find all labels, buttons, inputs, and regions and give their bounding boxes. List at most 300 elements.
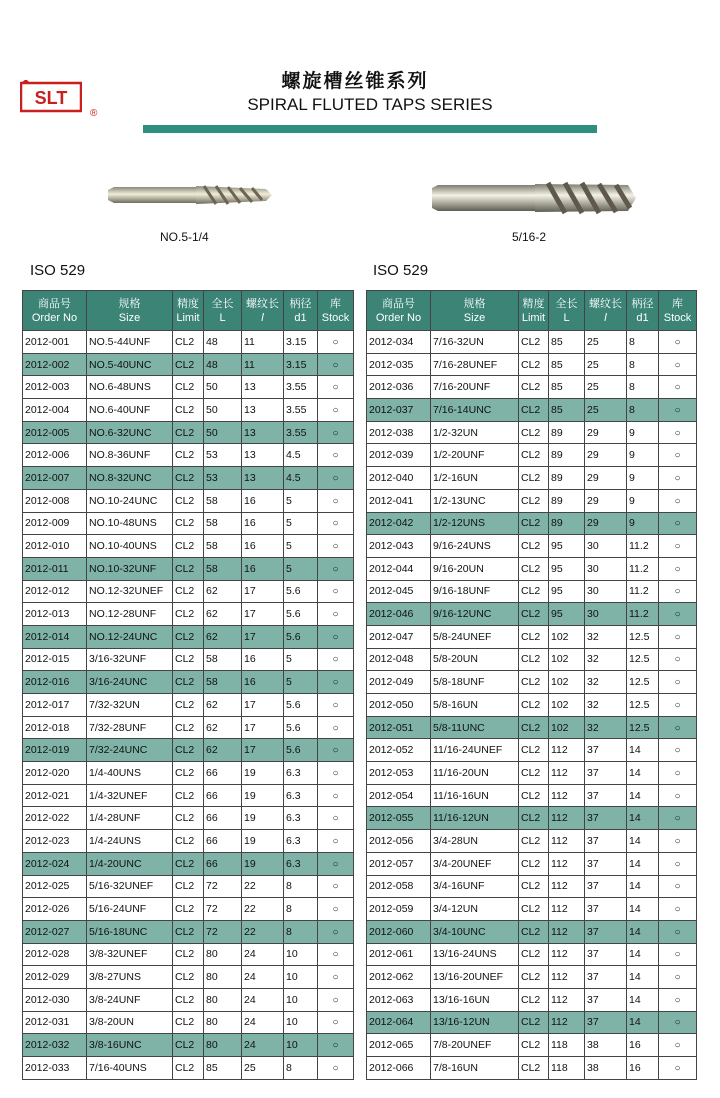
header-size: 规格 Size (87, 291, 173, 331)
order-no-cell: 2012-063 (367, 988, 431, 1011)
in-stock-circle-icon: ○ (674, 404, 681, 416)
shank-diameter-cell: 3.55 (284, 421, 318, 444)
in-stock-circle-icon: ○ (674, 586, 681, 598)
thread-length-cell: 25 (585, 399, 627, 422)
in-stock-circle-icon: ○ (674, 904, 681, 916)
order-no-cell: 2012-066 (367, 1057, 431, 1080)
total-length-cell: 102 (549, 716, 585, 739)
limit-cell: CL2 (519, 920, 549, 943)
stock-cell (318, 807, 354, 830)
thread-length-cell: 32 (585, 671, 627, 694)
thread-length-cell: 37 (585, 830, 627, 853)
shank-diameter-cell: 9 (627, 489, 659, 512)
order-no-cell: 2012-030 (23, 988, 87, 1011)
right-table-body (367, 331, 697, 1080)
shank-diameter-cell: 5.6 (284, 580, 318, 603)
in-stock-circle-icon: ○ (332, 881, 339, 893)
total-length-cell: 112 (549, 807, 585, 830)
thread-length-cell: 37 (585, 875, 627, 898)
limit-cell: CL2 (519, 648, 549, 671)
total-length-cell: 112 (549, 920, 585, 943)
shank-diameter-cell: 5.6 (284, 716, 318, 739)
limit-cell: CL2 (173, 467, 204, 490)
table-row (23, 353, 354, 376)
thread-length-cell: 16 (242, 671, 284, 694)
table-row (367, 920, 697, 943)
total-length-cell: 112 (549, 762, 585, 785)
table-row (367, 966, 697, 989)
total-length-cell: 80 (204, 988, 242, 1011)
table-row (367, 898, 697, 921)
order-no-cell: 2012-019 (23, 739, 87, 762)
in-stock-circle-icon: ○ (332, 904, 339, 916)
table-row (23, 1057, 354, 1080)
limit-cell: CL2 (173, 648, 204, 671)
stock-cell (318, 1057, 354, 1080)
order-no-cell: 2012-024 (23, 852, 87, 875)
order-no-cell: 2012-007 (23, 467, 87, 490)
shank-diameter-cell: 5 (284, 512, 318, 535)
total-length-cell: 85 (549, 376, 585, 399)
in-stock-circle-icon: ○ (674, 450, 681, 462)
limit-cell: CL2 (173, 943, 204, 966)
table-header-row (367, 291, 697, 331)
in-stock-circle-icon: ○ (332, 813, 339, 825)
limit-cell: CL2 (519, 580, 549, 603)
table-row (367, 739, 697, 762)
in-stock-circle-icon: ○ (332, 835, 339, 847)
stock-cell (318, 739, 354, 762)
shank-diameter-cell: 10 (284, 1011, 318, 1034)
shank-diameter-cell: 8 (627, 353, 659, 376)
stock-cell (659, 875, 697, 898)
size-cell: 7/32-28UNF (87, 716, 173, 739)
size-cell: 7/32-32UN (87, 694, 173, 717)
total-length-cell: 62 (204, 580, 242, 603)
limit-cell: CL2 (173, 489, 204, 512)
thread-length-cell: 16 (242, 557, 284, 580)
table-row (23, 852, 354, 875)
limit-cell: CL2 (173, 671, 204, 694)
shank-diameter-cell: 9 (627, 421, 659, 444)
in-stock-circle-icon: ○ (332, 450, 339, 462)
small-tap-caption: NO.5-1/4 (160, 230, 209, 244)
stock-cell (659, 1011, 697, 1034)
order-no-cell: 2012-040 (367, 467, 431, 490)
order-no-cell: 2012-047 (367, 625, 431, 648)
standard-label-left: ISO 529 (30, 262, 86, 279)
in-stock-circle-icon: ○ (332, 631, 339, 643)
thread-length-cell: 25 (585, 353, 627, 376)
table-row (23, 557, 354, 580)
total-length-cell: 102 (549, 625, 585, 648)
total-length-cell: 66 (204, 852, 242, 875)
total-length-cell: 112 (549, 830, 585, 853)
stock-cell (659, 467, 697, 490)
limit-cell: CL2 (173, 739, 204, 762)
table-row (23, 694, 354, 717)
order-no-cell: 2012-053 (367, 762, 431, 785)
stock-cell (318, 830, 354, 853)
shank-diameter-cell: 8 (284, 875, 318, 898)
table-row (367, 603, 697, 626)
table-row (367, 580, 697, 603)
shank-diameter-cell: 5.6 (284, 694, 318, 717)
total-length-cell: 72 (204, 920, 242, 943)
size-cell: 13/16-16UN (431, 988, 519, 1011)
thread-length-cell: 16 (242, 535, 284, 558)
small-tap-image (104, 180, 274, 210)
shank-diameter-cell: 5 (284, 671, 318, 694)
order-no-cell: 2012-042 (367, 512, 431, 535)
size-cell: 1/4-32UNEF (87, 784, 173, 807)
in-stock-circle-icon: ○ (674, 813, 681, 825)
shank-diameter-cell: 6.3 (284, 807, 318, 830)
thread-length-cell: 29 (585, 467, 627, 490)
order-no-cell: 2012-056 (367, 830, 431, 853)
thread-length-cell: 13 (242, 444, 284, 467)
thread-length-cell: 25 (242, 1057, 284, 1080)
limit-cell: CL2 (519, 535, 549, 558)
stock-cell (659, 603, 697, 626)
limit-cell: CL2 (173, 1057, 204, 1080)
size-cell: 13/16-24UNS (431, 943, 519, 966)
in-stock-circle-icon: ○ (332, 518, 339, 530)
total-length-cell: 58 (204, 671, 242, 694)
size-cell: 3/8-24UNF (87, 988, 173, 1011)
table-row (367, 467, 697, 490)
shank-diameter-cell: 8 (627, 376, 659, 399)
total-length-cell: 112 (549, 898, 585, 921)
size-cell: 3/4-10UNC (431, 920, 519, 943)
total-length-cell: 89 (549, 467, 585, 490)
total-length-cell: 62 (204, 694, 242, 717)
limit-cell: CL2 (519, 603, 549, 626)
in-stock-circle-icon: ○ (674, 972, 681, 984)
stock-cell (659, 988, 697, 1011)
limit-cell: CL2 (519, 1057, 549, 1080)
in-stock-circle-icon: ○ (674, 631, 681, 643)
header-thread-length: 螺纹长 l (585, 291, 627, 331)
order-no-cell: 2012-057 (367, 852, 431, 875)
thread-length-cell: 32 (585, 648, 627, 671)
thread-length-cell: 30 (585, 580, 627, 603)
size-cell: 5/8-24UNEF (431, 625, 519, 648)
thread-length-cell: 24 (242, 988, 284, 1011)
total-length-cell: 80 (204, 1034, 242, 1057)
size-cell: 9/16-20UN (431, 557, 519, 580)
size-cell: 7/8-20UNEF (431, 1034, 519, 1057)
stock-cell (659, 920, 697, 943)
total-length-cell: 66 (204, 807, 242, 830)
limit-cell: CL2 (173, 762, 204, 785)
shank-diameter-cell: 14 (627, 807, 659, 830)
total-length-cell: 112 (549, 943, 585, 966)
in-stock-circle-icon: ○ (332, 994, 339, 1006)
order-no-cell: 2012-010 (23, 535, 87, 558)
in-stock-circle-icon: ○ (332, 699, 339, 711)
size-cell: NO.12-24UNC (87, 625, 173, 648)
stock-cell (659, 376, 697, 399)
order-no-cell: 2012-008 (23, 489, 87, 512)
limit-cell: CL2 (519, 966, 549, 989)
table-row (23, 444, 354, 467)
thread-length-cell: 30 (585, 535, 627, 558)
total-length-cell: 58 (204, 535, 242, 558)
in-stock-circle-icon: ○ (674, 1062, 681, 1074)
table-row (23, 489, 354, 512)
in-stock-circle-icon: ○ (674, 609, 681, 621)
limit-cell: CL2 (173, 694, 204, 717)
total-length-cell: 95 (549, 580, 585, 603)
order-no-cell: 2012-041 (367, 489, 431, 512)
table-row (367, 399, 697, 422)
table-row (367, 671, 697, 694)
thread-length-cell: 24 (242, 966, 284, 989)
table-row (23, 807, 354, 830)
shank-diameter-cell: 11.2 (627, 580, 659, 603)
thread-length-cell: 38 (585, 1057, 627, 1080)
stock-cell (659, 535, 697, 558)
table-row (23, 898, 354, 921)
total-length-cell: 66 (204, 762, 242, 785)
size-cell: 5/16-18UNC (87, 920, 173, 943)
order-no-cell: 2012-043 (367, 535, 431, 558)
table-row (23, 512, 354, 535)
table-row (23, 625, 354, 648)
limit-cell: CL2 (173, 852, 204, 875)
size-cell: 9/16-12UNC (431, 603, 519, 626)
order-no-cell: 2012-005 (23, 421, 87, 444)
stock-cell (659, 716, 697, 739)
in-stock-circle-icon: ○ (674, 359, 681, 371)
stock-cell (659, 943, 697, 966)
order-no-cell: 2012-036 (367, 376, 431, 399)
shank-diameter-cell: 9 (627, 444, 659, 467)
in-stock-circle-icon: ○ (332, 677, 339, 689)
in-stock-circle-icon: ○ (674, 767, 681, 779)
in-stock-circle-icon: ○ (674, 949, 681, 961)
table-row (23, 784, 354, 807)
size-cell: NO.6-32UNC (87, 421, 173, 444)
order-no-cell: 2012-054 (367, 784, 431, 807)
thread-length-cell: 19 (242, 762, 284, 785)
thread-length-cell: 25 (585, 376, 627, 399)
total-length-cell: 85 (549, 331, 585, 354)
limit-cell: CL2 (519, 852, 549, 875)
shank-diameter-cell: 14 (627, 875, 659, 898)
thread-length-cell: 38 (585, 1034, 627, 1057)
stock-cell (318, 376, 354, 399)
shank-diameter-cell: 6.3 (284, 762, 318, 785)
total-length-cell: 112 (549, 739, 585, 762)
in-stock-circle-icon: ○ (332, 722, 339, 734)
thread-length-cell: 16 (242, 648, 284, 671)
size-cell: NO.8-36UNF (87, 444, 173, 467)
stock-cell (318, 966, 354, 989)
stock-cell (318, 648, 354, 671)
limit-cell: CL2 (519, 739, 549, 762)
table-row (23, 399, 354, 422)
in-stock-circle-icon: ○ (332, 586, 339, 598)
in-stock-circle-icon: ○ (332, 1017, 339, 1029)
thread-length-cell: 17 (242, 603, 284, 626)
size-cell: 3/4-20UNEF (431, 852, 519, 875)
size-cell: 3/16-32UNF (87, 648, 173, 671)
total-length-cell: 118 (549, 1057, 585, 1080)
stock-cell (659, 648, 697, 671)
limit-cell: CL2 (519, 1011, 549, 1034)
limit-cell: CL2 (173, 830, 204, 853)
order-no-cell: 2012-058 (367, 875, 431, 898)
header-shank-diameter: 柄径 d1 (627, 291, 659, 331)
size-cell: NO.5-44UNF (87, 331, 173, 354)
table-header-row (23, 291, 354, 331)
limit-cell: CL2 (173, 580, 204, 603)
table-row (367, 784, 697, 807)
thread-length-cell: 37 (585, 739, 627, 762)
size-cell: 1/4-20UNC (87, 852, 173, 875)
order-no-cell: 2012-022 (23, 807, 87, 830)
limit-cell: CL2 (173, 716, 204, 739)
table-row (23, 739, 354, 762)
stock-cell (318, 353, 354, 376)
header-limit: 精度 Limit (519, 291, 549, 331)
order-no-cell: 2012-029 (23, 966, 87, 989)
size-cell: 1/2-20UNF (431, 444, 519, 467)
shank-diameter-cell: 5.6 (284, 625, 318, 648)
shank-diameter-cell: 10 (284, 1034, 318, 1057)
total-length-cell: 80 (204, 966, 242, 989)
size-cell: NO.10-32UNF (87, 557, 173, 580)
in-stock-circle-icon: ○ (332, 359, 339, 371)
total-length-cell: 112 (549, 875, 585, 898)
in-stock-circle-icon: ○ (332, 404, 339, 416)
shank-diameter-cell: 14 (627, 966, 659, 989)
in-stock-circle-icon: ○ (332, 336, 339, 348)
order-no-cell: 2012-027 (23, 920, 87, 943)
limit-cell: CL2 (173, 784, 204, 807)
size-cell: 7/16-20UNF (431, 376, 519, 399)
thread-length-cell: 16 (242, 512, 284, 535)
table-row (367, 535, 697, 558)
thread-length-cell: 37 (585, 920, 627, 943)
in-stock-circle-icon: ○ (332, 790, 339, 802)
limit-cell: CL2 (173, 875, 204, 898)
total-length-cell: 80 (204, 943, 242, 966)
thread-length-cell: 29 (585, 421, 627, 444)
order-no-cell: 2012-017 (23, 694, 87, 717)
shank-diameter-cell: 10 (284, 988, 318, 1011)
in-stock-circle-icon: ○ (674, 722, 681, 734)
size-cell: 3/4-16UNF (431, 875, 519, 898)
table-row (23, 762, 354, 785)
size-cell: 7/16-40UNS (87, 1057, 173, 1080)
size-cell: 11/16-16UN (431, 784, 519, 807)
shank-diameter-cell: 8 (284, 920, 318, 943)
in-stock-circle-icon: ○ (674, 926, 681, 938)
in-stock-circle-icon: ○ (332, 972, 339, 984)
size-cell: 3/8-20UN (87, 1011, 173, 1034)
limit-cell: CL2 (519, 875, 549, 898)
size-cell: NO.10-48UNS (87, 512, 173, 535)
page-title-chinese: 螺旋槽丝锥系列 (281, 70, 429, 92)
shank-diameter-cell: 5 (284, 648, 318, 671)
in-stock-circle-icon: ○ (674, 427, 681, 439)
in-stock-circle-icon: ○ (332, 427, 339, 439)
thread-length-cell: 29 (585, 444, 627, 467)
size-cell: 5/8-18UNF (431, 671, 519, 694)
order-no-cell: 2012-062 (367, 966, 431, 989)
thread-length-cell: 17 (242, 625, 284, 648)
total-length-cell: 62 (204, 603, 242, 626)
table-row (23, 1011, 354, 1034)
stock-cell (318, 512, 354, 535)
total-length-cell: 58 (204, 648, 242, 671)
shank-diameter-cell: 14 (627, 898, 659, 921)
thread-length-cell: 19 (242, 852, 284, 875)
limit-cell: CL2 (519, 784, 549, 807)
shank-diameter-cell: 3.15 (284, 353, 318, 376)
size-cell: 3/4-28UN (431, 830, 519, 853)
in-stock-circle-icon: ○ (674, 790, 681, 802)
stock-cell (659, 694, 697, 717)
total-length-cell: 48 (204, 331, 242, 354)
table-row (23, 966, 354, 989)
table-row (23, 603, 354, 626)
limit-cell: CL2 (173, 376, 204, 399)
table-row (367, 943, 697, 966)
total-length-cell: 85 (204, 1057, 242, 1080)
stock-cell (318, 489, 354, 512)
limit-cell: CL2 (173, 353, 204, 376)
table-row (367, 1034, 697, 1057)
table-row (367, 762, 697, 785)
stock-cell (318, 716, 354, 739)
table-row (23, 671, 354, 694)
total-length-cell: 112 (549, 988, 585, 1011)
limit-cell: CL2 (519, 943, 549, 966)
stock-cell (659, 557, 697, 580)
limit-cell: CL2 (519, 1034, 549, 1057)
limit-cell: CL2 (173, 421, 204, 444)
limit-cell: CL2 (519, 830, 549, 853)
thread-length-cell: 37 (585, 852, 627, 875)
stock-cell (318, 603, 354, 626)
in-stock-circle-icon: ○ (674, 858, 681, 870)
order-no-cell: 2012-033 (23, 1057, 87, 1080)
limit-cell: CL2 (173, 966, 204, 989)
spec-table-left (22, 290, 354, 1080)
thread-length-cell: 13 (242, 421, 284, 444)
limit-cell: CL2 (519, 353, 549, 376)
table-row (23, 421, 354, 444)
table-row (367, 444, 697, 467)
thread-length-cell: 17 (242, 580, 284, 603)
stock-cell (659, 966, 697, 989)
size-cell: 9/16-18UNF (431, 580, 519, 603)
total-length-cell: 112 (549, 784, 585, 807)
total-length-cell: 50 (204, 421, 242, 444)
table-row (367, 353, 697, 376)
in-stock-circle-icon: ○ (674, 382, 681, 394)
thread-length-cell: 11 (242, 331, 284, 354)
size-cell: 5/8-16UN (431, 694, 519, 717)
shank-diameter-cell: 5 (284, 489, 318, 512)
order-no-cell: 2012-016 (23, 671, 87, 694)
thread-length-cell: 37 (585, 943, 627, 966)
stock-cell (318, 671, 354, 694)
